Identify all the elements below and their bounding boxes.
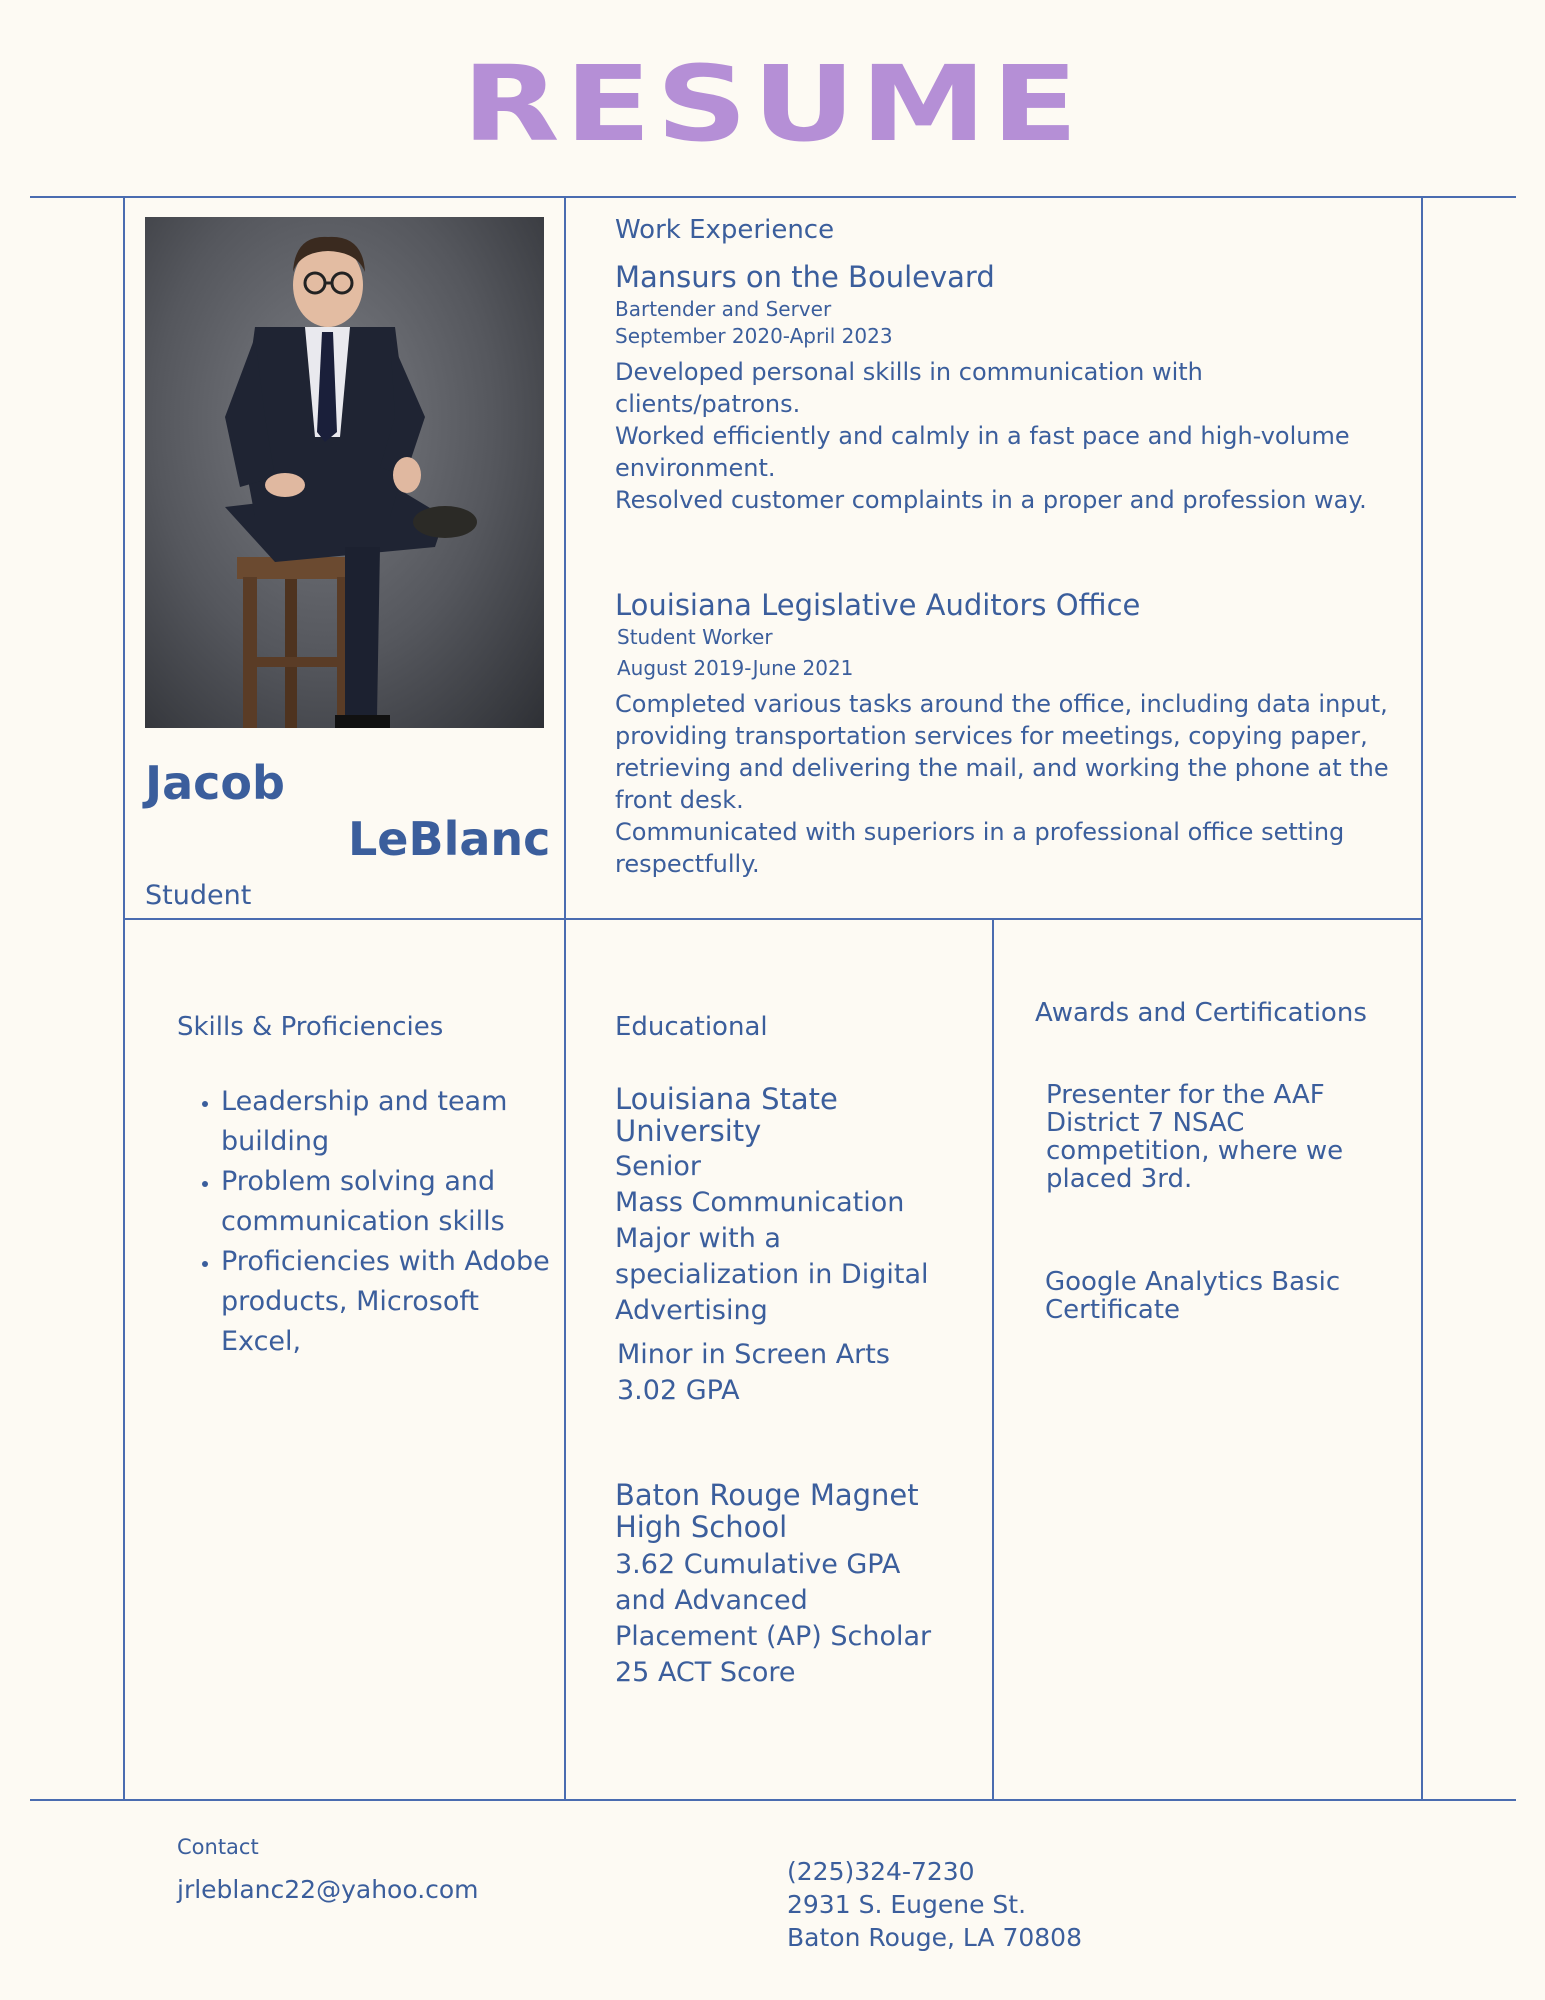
school-name: Louisiana State University [615, 1082, 838, 1148]
divider-col-2 [564, 196, 566, 1801]
list-item: • Leadership and team building [221, 1082, 561, 1162]
divider-col-3 [992, 918, 994, 1801]
first-name: Jacob [145, 756, 285, 810]
job-description [615, 356, 1395, 516]
divider-top [30, 196, 1516, 198]
contact-phone[interactable]: (225)324-7230 [787, 1857, 975, 1886]
school-line: and Advanced [615, 1585, 808, 1616]
awards-heading: Awards and Certifications [1035, 998, 1367, 1028]
school-details [615, 1149, 975, 1329]
contact-email[interactable]: jrleblanc22@yahoo.com [177, 1875, 479, 1904]
school-minor-gpa [615, 1337, 975, 1409]
contact-address [787, 1855, 1082, 1954]
job-bullet: Worked efficiently and calmly in a fast pace and high-volume environment. [615, 422, 1350, 482]
job-title: Student Worker [617, 625, 773, 649]
school-line: 25 ACT Score [615, 1657, 796, 1688]
divider-middle [124, 918, 1421, 920]
education-heading: Educational [615, 1012, 768, 1042]
education-lsu [615, 1083, 975, 1409]
job-bullet: Resolved customer complaints in a proper and profession way. [615, 486, 1367, 514]
job-description [615, 688, 1395, 880]
list-item: • Problem solving and communication skills [221, 1162, 561, 1242]
job-company: Louisiana Legislative Auditors Office [615, 588, 1141, 622]
job-bullet: Completed various tasks around the office, including data input, providing transportation services for meetings, copying paper, retrieving and delivering the mail, and working the phone at the front desk. [615, 690, 1389, 814]
divider-right [1421, 196, 1423, 1801]
school-name: Baton Rouge Magnet High School [615, 1478, 919, 1544]
job-lla [615, 588, 1395, 880]
school-line: 3.62 Cumulative GPA [615, 1549, 901, 1580]
contact-label: Contact [177, 1835, 259, 1859]
school-minor: Minor in Screen Arts [617, 1339, 890, 1370]
award-item: Presenter for the AAF District 7 NSAC competition, where we placed 3rd. [1046, 1080, 1344, 1194]
profile-role: Student [145, 880, 252, 911]
profile-photo [145, 217, 544, 728]
list-item: • Proficiencies with Adobe products, Microsoft Excel, [221, 1242, 561, 1362]
job-company: Mansurs on the Boulevard [615, 260, 995, 294]
school-line: Placement (AP) Scholar [615, 1621, 932, 1652]
skills-heading: Skills & Proficiencies [177, 1012, 444, 1042]
education-brmhs [615, 1479, 975, 1691]
contact-city: Baton Rouge, LA 70808 [787, 1923, 1082, 1952]
divider-left [123, 196, 125, 1801]
job-title: Bartender and Server [615, 297, 832, 321]
work-heading: Work Experience [615, 215, 835, 245]
school-line: Senior [615, 1151, 701, 1182]
skills-list [177, 1082, 561, 1362]
contact-street: 2931 S. Eugene St. [787, 1890, 1027, 1919]
school-line: specialization in Digital [615, 1259, 929, 1290]
page-title: RESUME [461, 43, 1083, 165]
job-dates: September 2020-April 2023 [615, 324, 893, 348]
school-line: Mass Communication [615, 1187, 905, 1218]
job-mansurs [615, 260, 1395, 516]
award-item: Google Analytics Basic Certificate [1045, 1267, 1341, 1325]
school-gpa: 3.02 GPA [617, 1375, 740, 1406]
school-line: Major with a [615, 1223, 781, 1254]
school-line: Advertising [615, 1295, 768, 1326]
job-bullet: Communicated with superiors in a professional office setting respectfully. [615, 818, 1345, 878]
divider-bottom [30, 1799, 1516, 1801]
job-dates: August 2019-June 2021 [617, 656, 854, 680]
job-bullet: Developed personal skills in communication with clients/patrons. [615, 358, 1203, 418]
school-details [615, 1547, 975, 1691]
last-name: LeBlanc [348, 812, 551, 866]
